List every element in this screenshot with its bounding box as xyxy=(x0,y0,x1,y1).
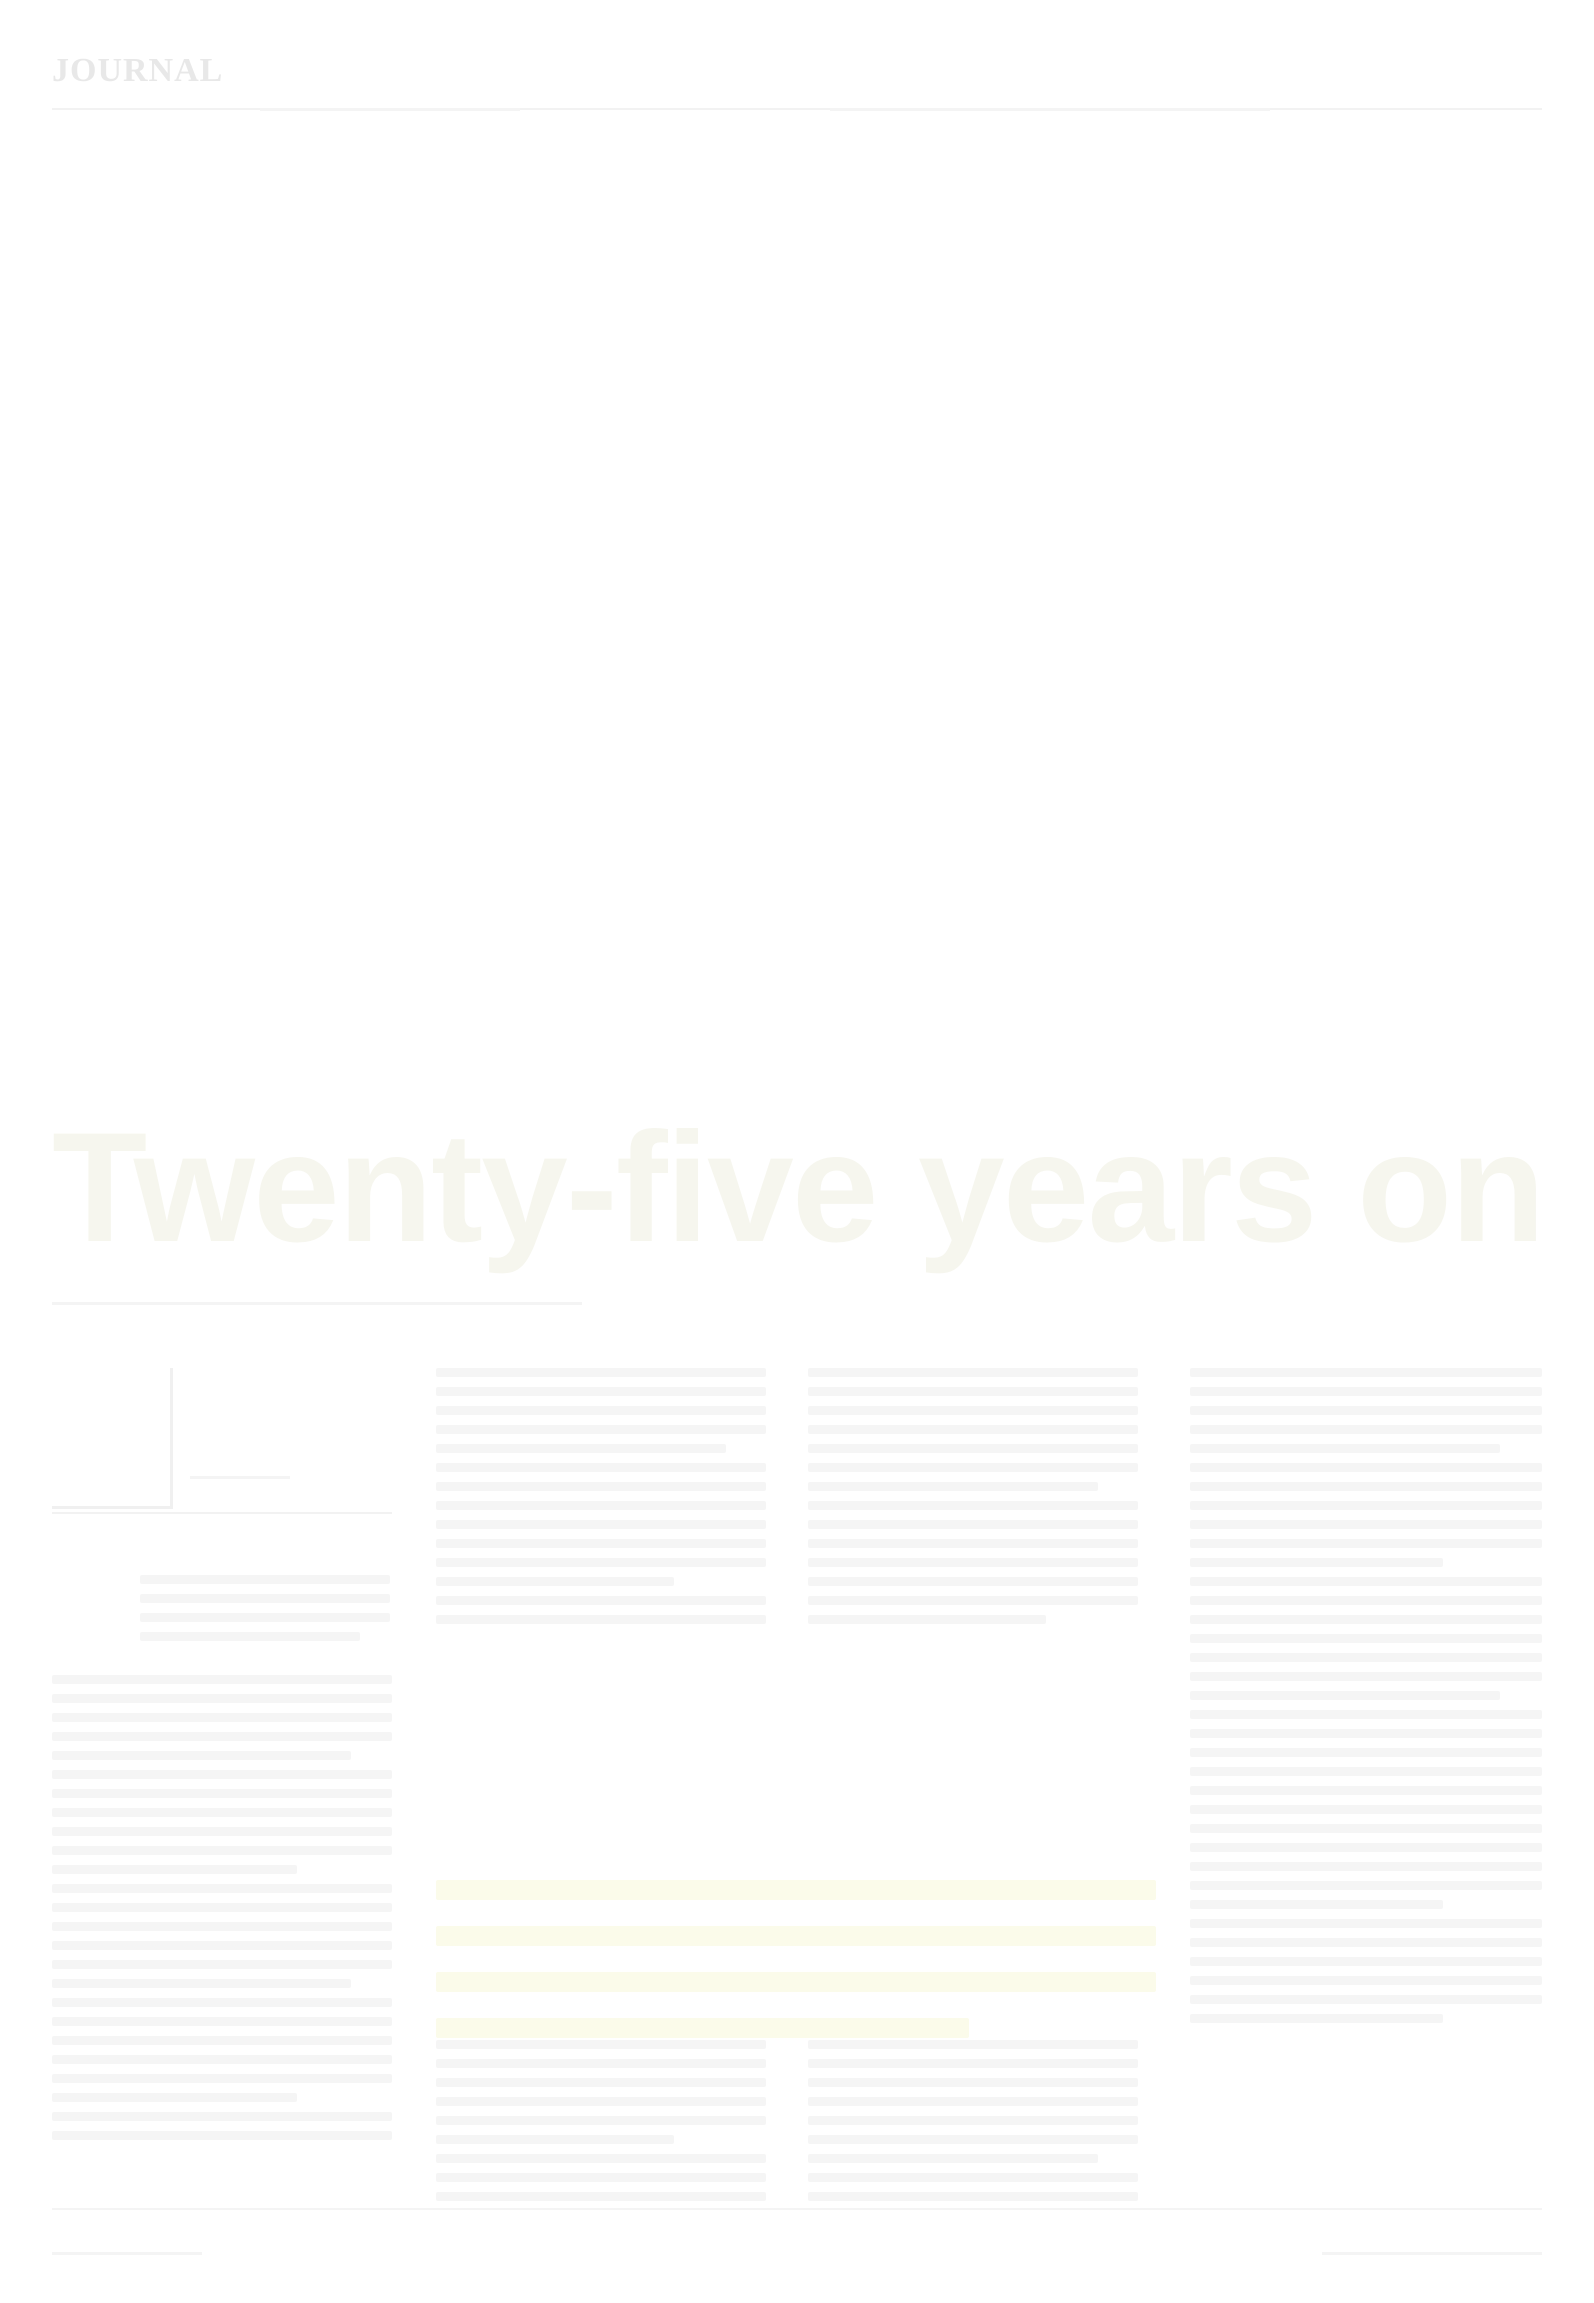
column-3-text xyxy=(808,1368,1138,1624)
article-standfirst xyxy=(52,1302,582,1305)
column-2-lower-text xyxy=(436,2040,766,2201)
column-4-text xyxy=(1190,1368,1542,2023)
header-tagline-line xyxy=(260,108,520,111)
pull-quote-lines xyxy=(436,1880,1156,2038)
column-3-lower-text xyxy=(808,2040,1138,2201)
column-2-text xyxy=(436,1368,766,1624)
footer-rule xyxy=(52,2208,1542,2210)
article-headline: Twenty-five years on xyxy=(52,1101,1544,1275)
section-label: JOURNAL xyxy=(52,52,224,89)
column-1-text xyxy=(52,1675,392,2140)
footer-website-line xyxy=(1322,2252,1542,2255)
footer-page-info-line xyxy=(52,2252,202,2255)
author-name xyxy=(190,1476,290,1479)
column-1-intro xyxy=(140,1575,390,1641)
author-rule xyxy=(52,1512,392,1514)
author-photo-frame xyxy=(52,1368,173,1509)
header-tagline-line xyxy=(830,108,1270,111)
